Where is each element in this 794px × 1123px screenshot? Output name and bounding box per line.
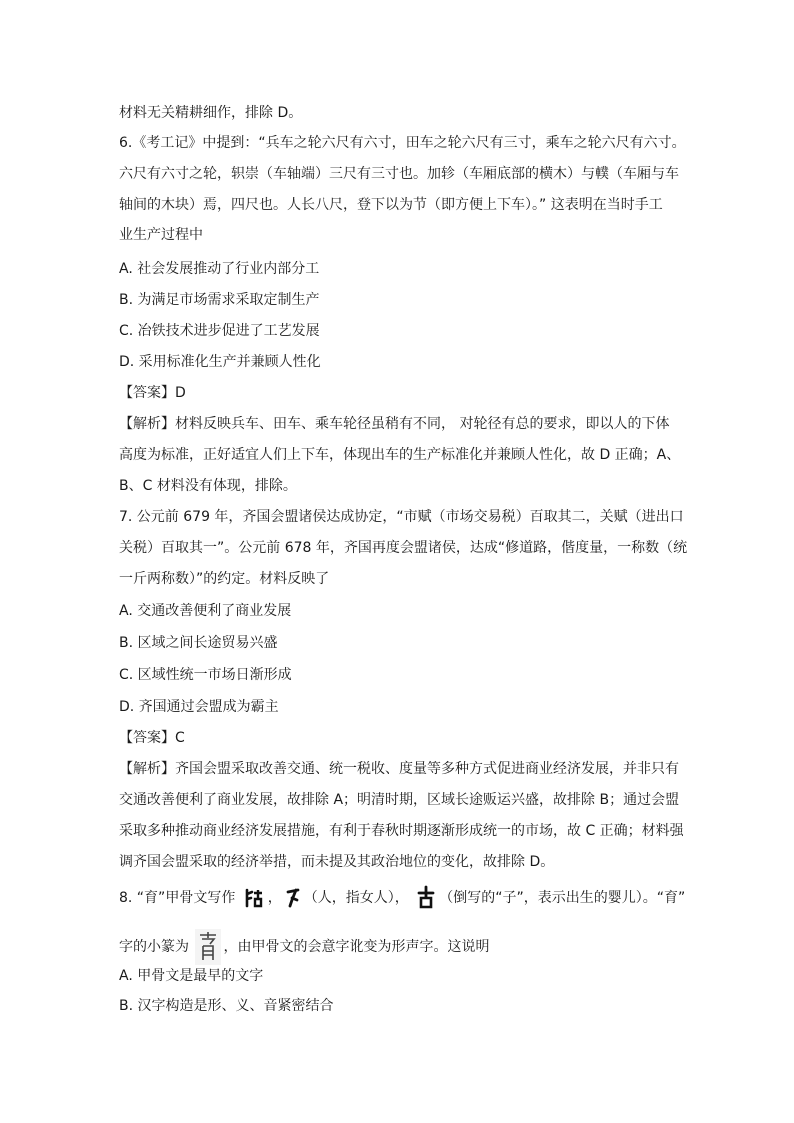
text-span: 8. “育”甲骨文写作 [119, 890, 236, 906]
text-line: B、C 材料没有体现，排除。 [119, 478, 297, 494]
option-b: B. 汉字构造是形、义、音紧密结合 [119, 998, 334, 1014]
text-line: 材料无关精耕细作，排除 D。 [119, 105, 303, 121]
answer-line: 【答案】C [119, 730, 185, 746]
text-line: 交通改善便利了商业发展，故排除 A；明清时期，区域长途贩运兴盛，故排除 B；通过会盟 [119, 792, 680, 808]
small-seal-yu-glyph [195, 929, 221, 965]
option-a: A. 交通改善便利了商业发展 [119, 603, 292, 619]
text-line [119, 929, 489, 965]
option-b: B. 区域之间长途贸易兴盛 [119, 635, 278, 651]
option-c: C. 冶铁技术进步促进了工艺发展 [119, 323, 320, 339]
option-b: B. 为满足市场需求采取定制生产 [119, 292, 320, 308]
text-span: ， [267, 890, 282, 906]
text-line: 关税）百取其一”。公元前 678 年，齐国再度会盟诸侯，达成“修道路，偕度量，一称数（统 [119, 540, 688, 556]
text-span: ，由甲骨文的会意字讹变为形声字。这说明 [223, 939, 490, 955]
answer-line: 【答案】D [119, 385, 186, 401]
option-d: D. 采用标准化生产并兼顾人性化 [119, 354, 321, 370]
oracle-bone-inverted-zi-glyph [415, 885, 437, 911]
option-c: C. 区域性统一市场日渐形成 [119, 667, 292, 683]
question-6-line: 6.《考工记》中提到：“兵车之轮六尺有六寸，田车之轮六尺有三寸，乘车之轮六尺有六寸。 [119, 135, 686, 151]
text-line: 高度为标准，正好适宜人们上下车，体现出车的生产标准化并兼顾人性化，故 D 正确；A、 [119, 447, 681, 463]
text-line: 采取多种推动商业经济发展措施，有利于春秋时期逐渐形成统一的市场，故 C 正确；材料强 [119, 823, 684, 839]
analysis-line: 【解析】齐国会盟采取改善交通、统一税收、度量等多种方式促进商业经济发展，并非只有 [119, 761, 679, 777]
oracle-bone-woman-glyph [284, 886, 302, 910]
text-span: 字的小篆为 [119, 939, 189, 955]
text-line: 调齐国会盟采取的经济举措，而未提及其政治地位的变化，故排除 D。 [119, 854, 555, 870]
option-a: A. 社会发展推动了行业内部分工 [119, 261, 320, 277]
oracle-bone-yu-glyph [242, 886, 266, 910]
text-line: 一斤两称数）”的约定。材料反映了 [119, 571, 330, 587]
option-a: A. 甲骨文是最早的文字 [119, 968, 264, 984]
text-line: 轴间的木块）焉，四尺也。人长八尺，登下以为节（即方便上下车）。” 这表明在当时手工 [119, 197, 663, 213]
text-line: 业生产过程中 [119, 227, 203, 243]
question-8-line [119, 885, 685, 911]
question-7-line: 7. 公元前 679 年，齐国会盟诸侯达成协定，“市赋（市场交易税）百取其二，关赋（进出口 [119, 509, 684, 525]
text-span: （倒写的“子”，表示出生的婴儿）。“育” [439, 890, 686, 906]
text-line: 六尺有六寸之轮，轵崇（车轴端）三尺有三寸也。加轸（车厢底部的横木）与轐（车厢与车 [119, 166, 679, 182]
option-d: D. 齐国通过会盟成为霸主 [119, 699, 279, 715]
text-span: （人，指女人）， [303, 890, 409, 906]
analysis-line: 【解析】材料反映兵车、田车、乘车轮径虽稍有不同， 对轮径有总的要求，即以人的下体 [119, 416, 670, 432]
